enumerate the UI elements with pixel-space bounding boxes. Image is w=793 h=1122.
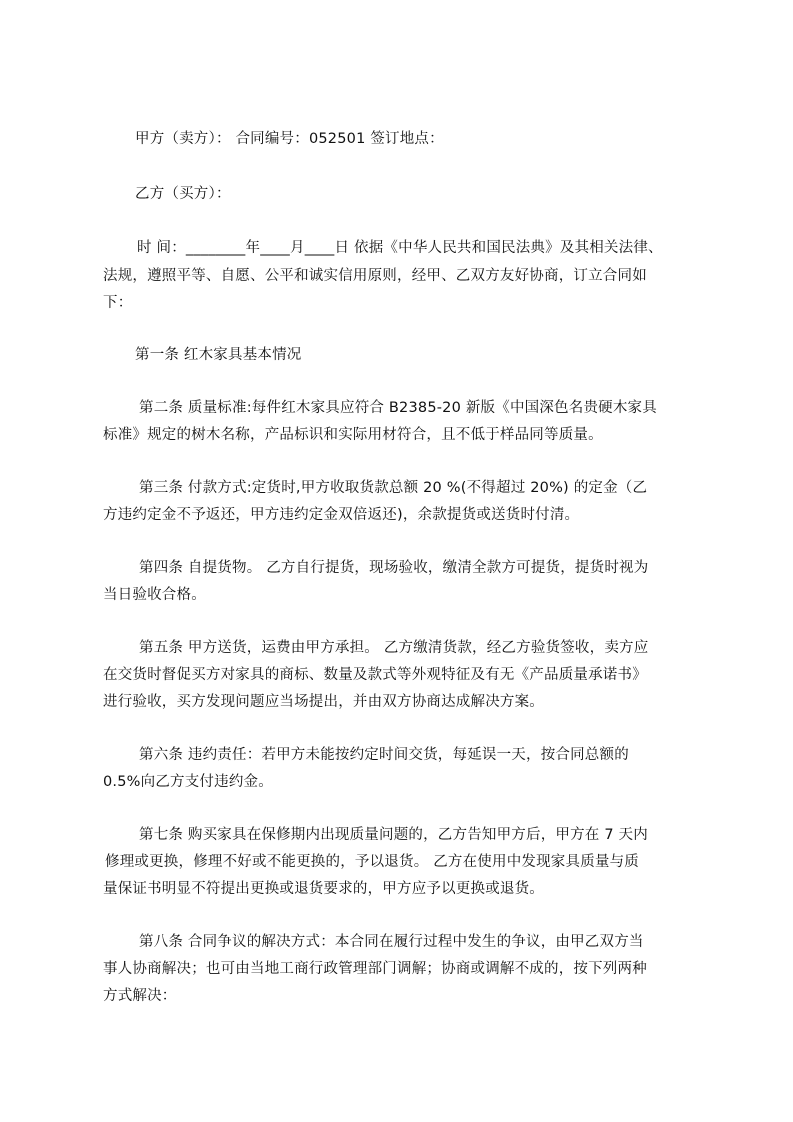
preamble-line-3: 下：: [103, 295, 133, 311]
article-3-line-2: 方违约定金不予返还，甲方违约定金双倍返还)，余款提货或送货时付清。: [103, 507, 580, 523]
buyer-line: 乙方（买方）：: [135, 186, 231, 202]
article-6-line-1: 第六条 违约责任：若甲方未能按约定时间交货，每延误一天，按合同总额的: [139, 747, 629, 763]
article-5-line-1: 第五条 甲方送货，运费由甲方承担。 乙方缴清货款，经乙方验货签收，卖方应: [139, 640, 649, 656]
article-5-line-3: 进行验收，买方发现问题应当场提出，并由双方协商达成解决方案。: [103, 694, 544, 710]
article-5-line-2: 在交货时督促买方对家具的商标、数量及款式等外观特征及有无《产品质量承诺书》: [103, 667, 647, 683]
article-7-line-2: 修理或更换，修理不好或不能更换的，予以退货。 乙方在使用中发现家具质量与质: [105, 854, 640, 870]
article-1-heading: 第一条 红木家具基本情况: [135, 347, 302, 363]
article-4-line-1: 第四条 自提货物。 乙方自行提货，现场验收，缴清全款方可提货，提货时视为: [139, 560, 649, 576]
preamble-line-2: 法规，遵照平等、自愿、公平和诚实信用原则，经甲、乙双方友好协商，订立合同如: [103, 268, 647, 284]
article-6-line-2: 0.5%向乙方支付违约金。: [103, 774, 273, 790]
article-4-line-2: 当日验收合格。: [103, 587, 206, 603]
article-2-line-2: 标准》规定的树木名称，产品标识和实际用材符合，且不低于样品同等质量。: [103, 427, 603, 443]
article-7-line-1: 第七条 购买家具在保修期内出现质量问题的，乙方告知甲方后，甲方在 7 天内: [139, 827, 648, 843]
article-2-line-1: 第二条 质量标准:每件红木家具应符合 B2385-20 新版《中国深色名贵硬木家具: [139, 400, 657, 416]
header-line-parties: 甲方（卖方）： 合同编号：052501 签订地点：: [135, 131, 444, 147]
article-8-line-1: 第八条 合同争议的解决方式：本合同在履行过程中发生的争议，由甲乙双方当: [139, 934, 644, 950]
preamble-line-1: 时 间：________年____月____日 依据《中华人民共和国民法典》及其相关法律、: [137, 240, 663, 256]
article-8-line-2: 事人协商解决；也可由当地工商行政管理部门调解；协商或调解不成的，按下列两种: [103, 961, 647, 977]
article-8-line-3: 方式解决：: [103, 988, 177, 1004]
article-3-line-1: 第三条 付款方式:定货时,甲方收取货款总额 20 %(不得超过 20%) 的定金（乙: [139, 480, 648, 496]
article-7-line-3: 量保证书明显不符提出更换或退货要求的，甲方应予以更换或退货。: [103, 881, 544, 897]
